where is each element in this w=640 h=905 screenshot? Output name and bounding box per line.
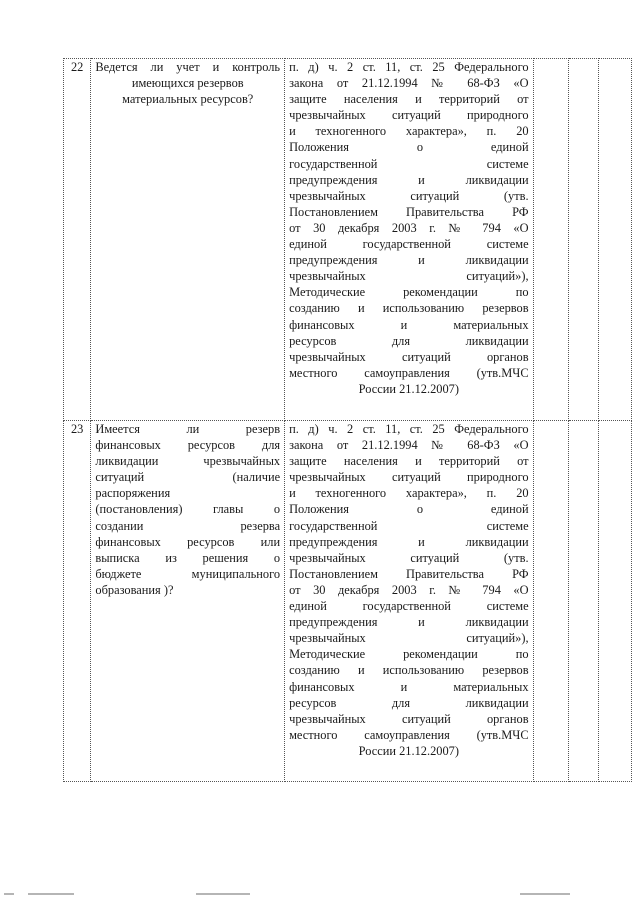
- basis-line: местного самоуправления (утв.МЧС: [289, 365, 529, 380]
- basis-line: чрезвычайных ситуаций»),: [289, 269, 529, 284]
- basis-line: Методические рекомендации по: [289, 285, 529, 300]
- basis-line: предупреждения и ликвидации: [289, 172, 529, 187]
- basis-line: России 21.12.2007): [358, 381, 460, 396]
- basis-line: Положения о единой: [289, 140, 529, 155]
- basis-line: и техногенного характера», п. 20: [289, 124, 529, 139]
- basis-line: созданию и использованию резервов: [289, 663, 529, 678]
- check-cell: [569, 59, 598, 421]
- basis-line: государственной системе: [289, 518, 529, 533]
- basis-line: чрезвычайных ситуаций органов: [289, 349, 529, 364]
- table-row: [64, 59, 632, 421]
- basis-line: защите населения и территорий от: [289, 454, 529, 469]
- row-number: 22: [64, 59, 91, 421]
- basis-line: Методические рекомендации по: [289, 647, 529, 662]
- basis-line: чрезвычайных ситуаций (утв.: [289, 188, 529, 203]
- basis-line: п. д) ч. 2 ст. 11, ст. 25 Федерального: [289, 60, 529, 74]
- check-cell: [533, 421, 569, 782]
- checklist-table: [63, 58, 632, 782]
- question-cell: [91, 421, 285, 782]
- question-line: (постановления) главы о: [95, 502, 281, 517]
- basis-line: местного самоуправления (утв.МЧС: [289, 727, 529, 742]
- legal-basis-cell: [285, 59, 534, 421]
- basis-line: от 30 декабря 2003 г. № 794 «О: [289, 582, 529, 597]
- question-line: образования )?: [95, 582, 174, 597]
- basis-line: чрезвычайных ситуаций природного: [289, 108, 529, 123]
- basis-line: финансовых и материальных: [289, 679, 529, 694]
- basis-line: государственной системе: [289, 156, 529, 171]
- basis-line: п. д) ч. 2 ст. 11, ст. 25 Федерального: [289, 422, 529, 436]
- basis-line: Положения о единой: [289, 502, 529, 517]
- question-line: Имеется ли резерв: [95, 422, 281, 436]
- question-line: бюджете муниципального: [95, 566, 281, 581]
- basis-line: Постановлением Правительства РФ: [289, 566, 529, 581]
- basis-line: созданию и использованию резервов: [289, 301, 529, 316]
- basis-line: чрезвычайных ситуаций (утв.: [289, 550, 529, 565]
- question-line: финансовых ресурсов или: [95, 534, 281, 549]
- basis-line: чрезвычайных ситуаций природного: [289, 470, 529, 485]
- basis-line: предупреждения и ликвидации: [289, 253, 529, 268]
- question-cell: [91, 59, 285, 421]
- basis-line: закона от 21.12.1994 № 68-ФЗ «О: [289, 438, 529, 453]
- basis-line: чрезвычайных ситуаций»),: [289, 631, 529, 646]
- question-line: финансовых ресурсов для: [95, 438, 281, 453]
- check-cell: [598, 59, 632, 421]
- row-number: 23: [64, 421, 91, 782]
- question-line: Ведется ли учет и контроль: [95, 60, 281, 74]
- basis-line: предупреждения и ликвидации: [289, 534, 529, 549]
- basis-line: единой государственной системе: [289, 599, 529, 614]
- basis-line: предупреждения и ликвидации: [289, 615, 529, 630]
- check-cell: [598, 421, 632, 782]
- question-line: распоряжения: [95, 486, 171, 501]
- basis-line: от 30 декабря 2003 г. № 794 «О: [289, 220, 529, 235]
- basis-line: России 21.12.2007): [358, 743, 460, 758]
- check-cell: [533, 59, 569, 421]
- basis-line: ресурсов для ликвидации: [289, 333, 529, 348]
- question-line: материальных ресурсов?: [122, 92, 254, 107]
- table-row: [64, 421, 632, 782]
- question-line: выписка из решения о: [95, 550, 281, 565]
- basis-line: финансовых и материальных: [289, 317, 529, 332]
- basis-line: и техногенного характера», п. 20: [289, 486, 529, 501]
- basis-line: Постановлением Правительства РФ: [289, 204, 529, 219]
- question-line: ситуаций (наличие: [95, 470, 281, 485]
- basis-line: чрезвычайных ситуаций органов: [289, 711, 529, 726]
- basis-line: защите населения и территорий от: [289, 92, 529, 107]
- basis-line: ресурсов для ликвидации: [289, 695, 529, 710]
- basis-line: закона от 21.12.1994 № 68-ФЗ «О: [289, 76, 529, 91]
- scan-edge-marks: [0, 893, 640, 899]
- legal-basis-cell: [285, 421, 534, 782]
- basis-line: единой государственной системе: [289, 237, 529, 252]
- question-line: ликвидации чрезвычайных: [95, 454, 281, 469]
- check-cell: [569, 421, 598, 782]
- question-line: имеющихся резервов: [131, 76, 244, 91]
- question-line: создании резерва: [95, 518, 281, 533]
